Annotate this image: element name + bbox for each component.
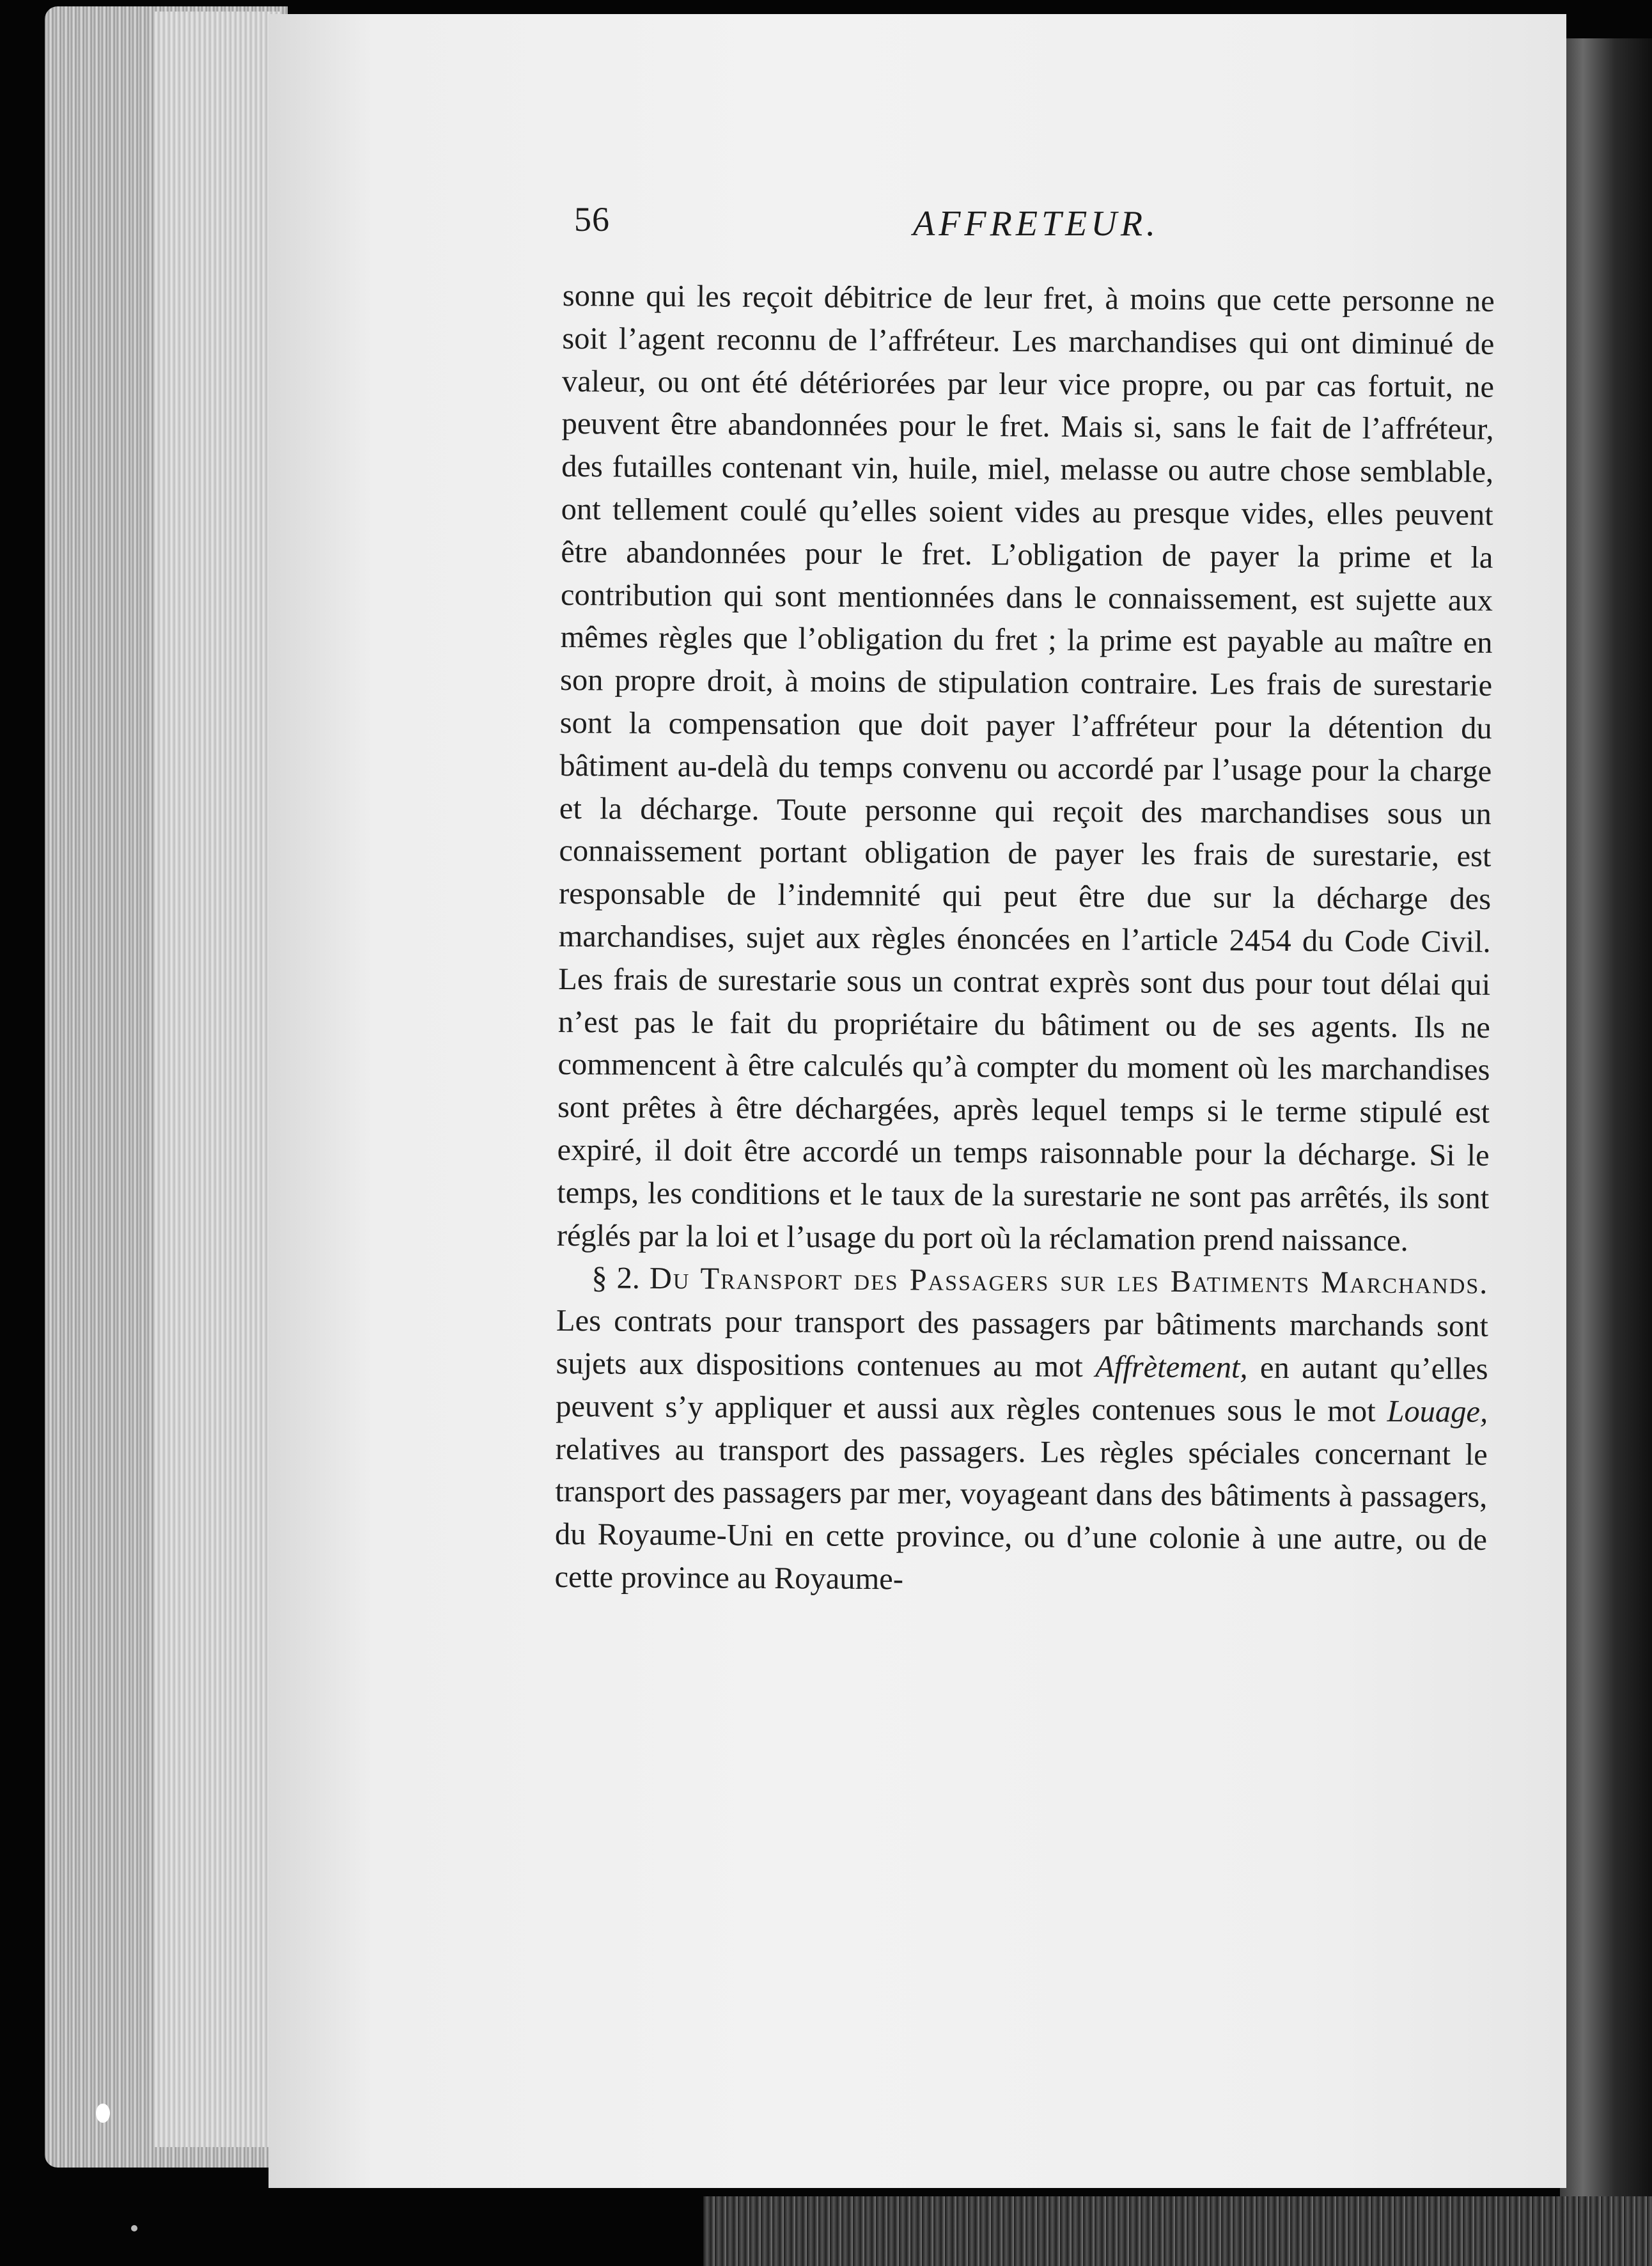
section-italic-2: Louage, bbox=[1387, 1394, 1488, 1429]
section-italic-1: Affrètement, bbox=[1095, 1350, 1248, 1385]
section-paragraph bbox=[554, 1257, 1488, 1604]
section-text-3: relatives au transport des passagers. Les règles spéciales concernant le transport des passagers par mer, voyageant dans des bâtiments à passagers, du Royaume-Uni en cette province, ou d’une colonie à une autre, ou de cette province au Royaume- bbox=[554, 1432, 1488, 1597]
paragraph-1: sonne qui les reçoit débitrice de leur fret, à moins que cette personne ne soit l’agent reconnu de l’affréteur. Les marchandises qui ont diminué de valeur, ou ont été détériorées par leur vice propre, ou par cas fortuit, ne peuvent être abandonnées pour le fret. Mais si, sans le fait de l’affréteur, des futailles contenant vin, huile, miel, melasse ou autre chose semblable, ont tellement coulé qu’elles soient vides au presque vides, elles peuvent être abandonnées pour le fret. L’obligation de payer la prime et la contribution qui sont mentionnées dans le connaissement, est sujette aux mêmes règles que l’obligation du fret ; la prime est payable au maître en son propre droit, à moins de stipulation contraire. Les frais de surestarie sont la compensation que doit payer l’affréteur pour la détention du bâtiment au-delà du temps convenu ou accordé par l’usage pour la charge et la décharge. Toute personne qui reçoit des marchandises sous un connaissement portant obligation de payer les frais de surestarie, est responsable de l’indemnité qui peut être due sur la décharge des marchandises, sujet aux règles énoncées en l’article 2454 du Code Civil. Les frais de surestarie sous un contrat exprès sont dus pour tout délai qui n’est pas le fait du propriétaire du bâtiment ou de ses agents. Ils ne commencent à être calculés qu’à compter du moment où les marchandises sont prêtes à être déchargées, après lequel temps si le terme stipulé est expiré, il doit être accordé un temps raisonnable pour la décharge. Si le temps, les conditions et le taux de la surestarie ne sont pas arrêtés, ils sont réglés par la loi et l’usage du port où la réclamation prend naissance. bbox=[556, 278, 1495, 1258]
book-page-edges-inner bbox=[153, 12, 281, 2147]
page-number: 56 bbox=[574, 200, 610, 238]
section-number: § 2. bbox=[591, 1261, 641, 1296]
paper-speck bbox=[96, 2104, 110, 2123]
book-bottom-edge bbox=[703, 2196, 1652, 2266]
page-header bbox=[574, 199, 1495, 251]
running-title: AFFRETEUR. bbox=[913, 204, 1160, 244]
section-heading: Du Transport des Passagers sur les Batiments Marchands. bbox=[649, 1262, 1489, 1301]
section-text-1: Les contrats pour transport des passagers par bâtiments marchands sont sujets aux dispositions contenues au mot bbox=[556, 1304, 1489, 1384]
paper-speck bbox=[131, 2225, 137, 2231]
body-text bbox=[554, 275, 1495, 1605]
section-text-2: en autant qu’elles peuvent s’y appliquer et aussi aux règles contenues sous le mot bbox=[556, 1350, 1488, 1428]
book-binding-shadow bbox=[1560, 38, 1652, 2200]
